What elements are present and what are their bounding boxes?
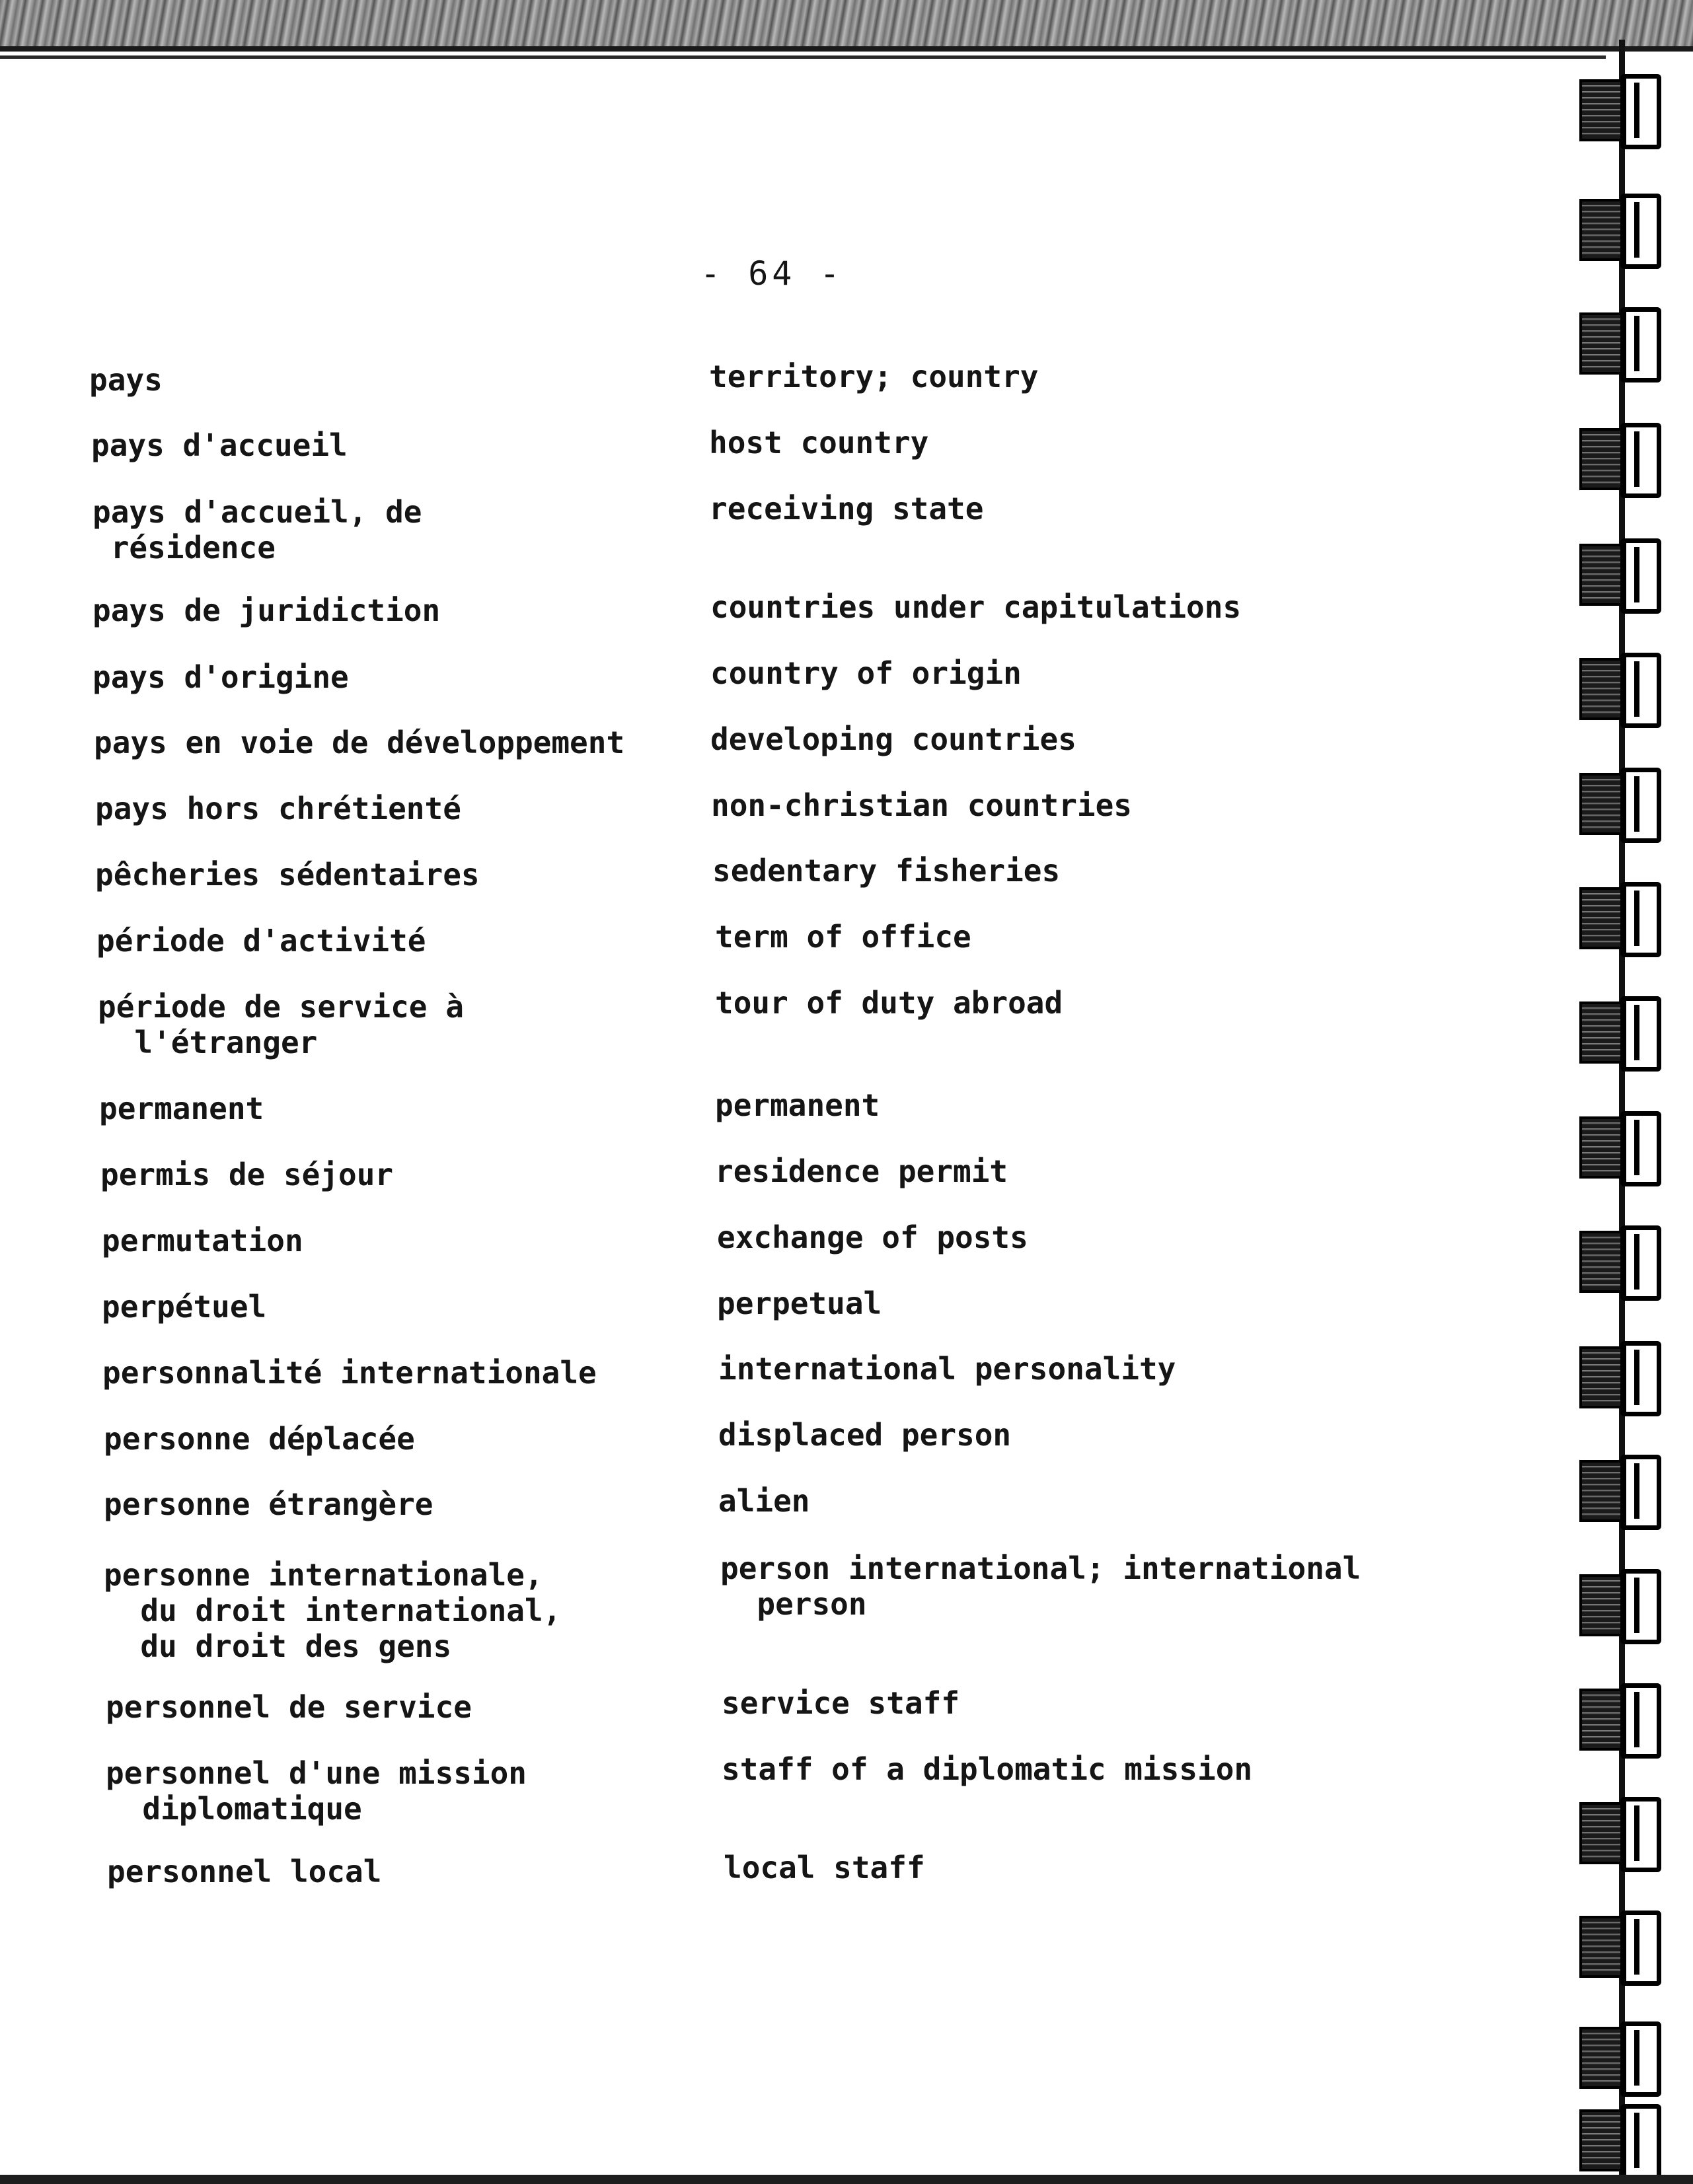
scan-top-edge bbox=[0, 0, 1693, 52]
binding-ring bbox=[1579, 1911, 1659, 1978]
binding-ring bbox=[1579, 1683, 1659, 1751]
entry-english: service staff bbox=[722, 1685, 960, 1721]
bottom-rule bbox=[0, 2175, 1693, 2184]
top-rule bbox=[0, 55, 1606, 59]
entry-french: permutation bbox=[102, 1223, 303, 1258]
entry-english: term of office bbox=[715, 919, 971, 955]
binding-ring bbox=[1579, 653, 1659, 720]
binding-ring bbox=[1579, 194, 1659, 261]
entry-english: countries under capitulations bbox=[710, 589, 1242, 625]
binding-ring bbox=[1579, 1569, 1659, 1636]
entry-french: pays d'accueil bbox=[91, 427, 348, 463]
entry-english: alien bbox=[718, 1483, 810, 1519]
entry-french: personnel de service bbox=[106, 1689, 472, 1725]
entry-french: perpétuel bbox=[102, 1289, 267, 1325]
entry-french: pays de juridiction bbox=[93, 593, 441, 628]
entry-french: personnel d'une mission diplomatique bbox=[106, 1755, 527, 1827]
entry-english: perpetual bbox=[717, 1286, 882, 1321]
entry-french: permanent bbox=[99, 1091, 264, 1126]
binding-ring bbox=[1579, 74, 1659, 141]
entry-french: pays bbox=[89, 362, 163, 398]
entry-english: person international; international person bbox=[720, 1550, 1361, 1622]
entry-french: personnel local bbox=[107, 1854, 382, 1889]
entry-english: developing countries bbox=[710, 721, 1076, 757]
entry-french: période de service à l'étranger bbox=[98, 989, 464, 1060]
entry-french: pays d'accueil, de résidence bbox=[93, 494, 422, 565]
entry-french: pays en voie de développement bbox=[94, 725, 625, 760]
entry-english: host country bbox=[709, 425, 929, 460]
binding-ring bbox=[1579, 2104, 1659, 2171]
binding-ring bbox=[1579, 538, 1659, 606]
entry-english: staff of a diplomatic mission bbox=[722, 1751, 1253, 1787]
entry-english: territory; country bbox=[709, 359, 1039, 394]
page-number: - 64 - bbox=[700, 254, 844, 293]
binding-ring bbox=[1579, 423, 1659, 490]
entry-french: période d'activité bbox=[96, 923, 426, 959]
entry-english: displaced person bbox=[718, 1417, 1012, 1453]
entry-english: residence permit bbox=[715, 1153, 1008, 1189]
entry-french: personne déplacée bbox=[104, 1421, 415, 1457]
spiral-binding bbox=[1573, 40, 1693, 2180]
binding-ring bbox=[1579, 1797, 1659, 1864]
entry-french: pays d'origine bbox=[93, 659, 349, 695]
entry-english: local staff bbox=[724, 1850, 925, 1885]
entry-english: non-christian countries bbox=[711, 787, 1132, 823]
entry-french: permis de séjour bbox=[100, 1157, 394, 1192]
entry-english: international personality bbox=[718, 1351, 1176, 1387]
binding-ring bbox=[1579, 1341, 1659, 1408]
entry-english: tour of duty abroad bbox=[715, 985, 1063, 1021]
entry-french: pays hors chrétienté bbox=[95, 791, 461, 826]
entry-french: personne internationale, du droit international, du droit des gens bbox=[104, 1557, 562, 1664]
entry-english: exchange of posts bbox=[717, 1219, 1028, 1255]
entry-french: personne étrangère bbox=[104, 1486, 433, 1522]
entry-english: receiving state bbox=[709, 491, 984, 527]
binding-ring bbox=[1579, 768, 1659, 835]
entry-english: sedentary fisheries bbox=[712, 853, 1061, 889]
binding-ring bbox=[1579, 2021, 1659, 2089]
binding-ring bbox=[1579, 882, 1659, 949]
binding-ring bbox=[1579, 996, 1659, 1064]
binding-ring bbox=[1579, 307, 1659, 375]
binding-ring bbox=[1579, 1225, 1659, 1293]
binding-ring bbox=[1579, 1455, 1659, 1522]
entry-english: permanent bbox=[715, 1087, 880, 1123]
entry-french: personnalité internationale bbox=[102, 1355, 597, 1391]
binding-ring bbox=[1579, 1111, 1659, 1179]
entry-french: pêcheries sédentaires bbox=[95, 857, 480, 892]
entry-english: country of origin bbox=[710, 655, 1022, 691]
